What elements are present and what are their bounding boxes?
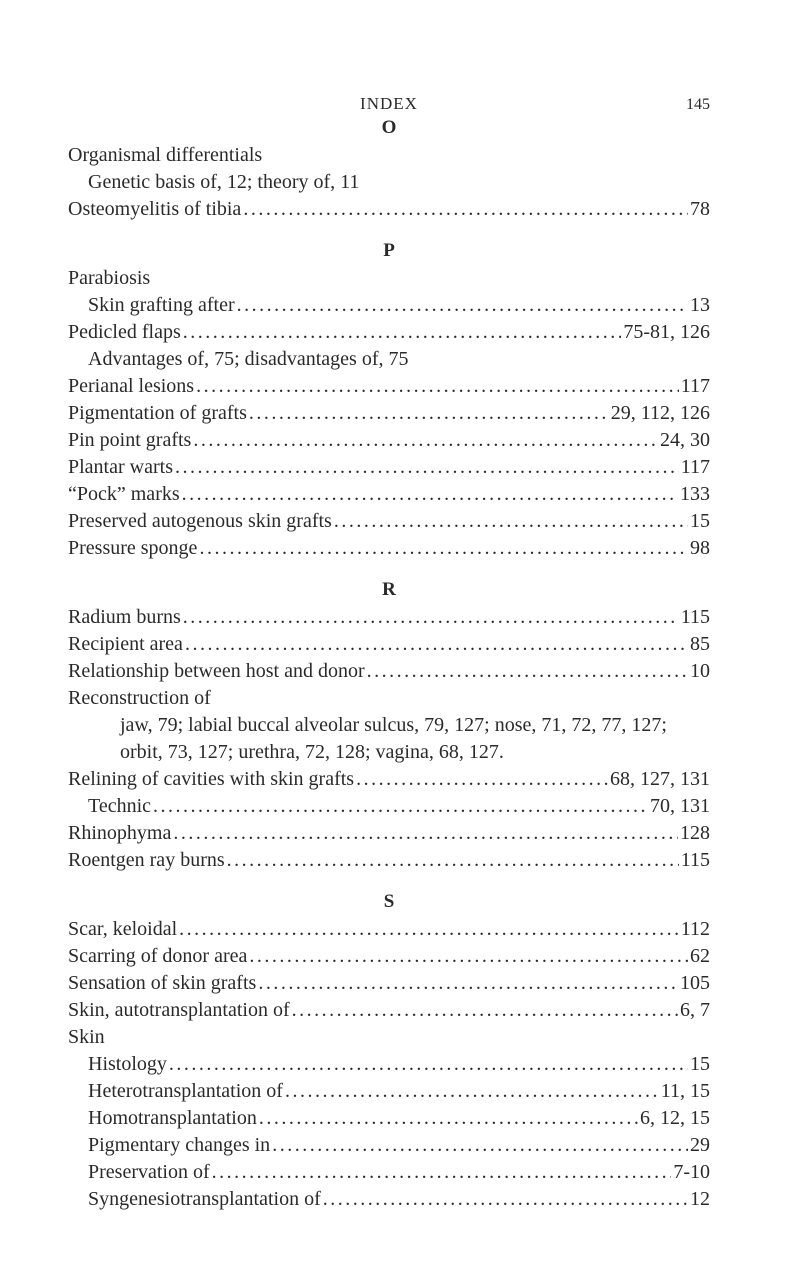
entry-term: Scar, keloidal [68,918,178,940]
index-entry [68,685,710,712]
dot-leader [334,508,688,535]
entry-term: Recipient area [68,633,183,655]
page-title: INDEX [360,94,418,113]
entry-term: Radium burns [68,606,181,628]
entry-term: Homotransplantation [88,1107,257,1129]
entry-term: Pigmentation of grafts [68,402,247,424]
entry-page-refs: 75-81, 126 [623,321,710,343]
dot-leader [285,1078,659,1105]
dot-leader [193,427,658,454]
entry-term: Pin point grafts [68,429,192,451]
entry-page-refs: 6, 12, 15 [640,1107,710,1129]
dot-leader [183,604,679,631]
entry-page-refs: 7-10 [673,1161,710,1183]
index-page [68,88,710,1227]
entry-term: Plantar warts [68,456,173,478]
entry-term: Technic [88,795,152,817]
entry-page-refs: 112 [680,918,710,940]
entry-term: Pigmentary changes in [88,1134,271,1156]
index-entry [68,454,710,481]
entry-page-refs: 13 [690,294,710,316]
section-letter: R [382,579,396,600]
entry-page-refs: 117 [680,456,710,478]
index-entry [68,658,710,685]
entry-term: Genetic basis of, 12; theory of, 11 [88,171,360,193]
index-subentry [68,1159,710,1186]
dot-leader [292,997,678,1024]
index-entry [68,916,710,943]
index-entry [68,400,710,427]
index-entry [68,847,710,874]
index-entry [68,481,710,508]
entry-page-refs: 78 [690,198,710,220]
entry-page-refs: 115 [680,606,710,628]
entry-term: Pressure sponge [68,537,198,559]
entry-term: Rhinophyma [68,822,172,844]
entry-page-refs: 62 [690,945,710,967]
index-entry [68,142,710,169]
index-entry [68,766,710,793]
entry-page-refs: 29, 112, 126 [610,402,710,424]
index-entry [68,427,710,454]
index-entry [68,373,710,400]
entry-page-refs: 68, 127, 131 [610,768,710,790]
index-sections [68,114,710,1213]
entry-page-refs: 11, 15 [660,1080,710,1102]
dot-leader [182,481,678,508]
entry-page-refs: 117 [680,375,710,397]
dot-leader [249,400,609,427]
entry-term: Reconstruction of [68,687,211,709]
entry-page-refs: 70, 131 [650,795,710,817]
section-letter: S [383,891,395,912]
entry-term: Preserved autogenous skin grafts [68,510,332,532]
page-number: 145 [686,96,710,113]
dot-leader [227,847,679,874]
dot-leader [323,1186,688,1213]
entry-term: “Pock” marks [68,483,180,505]
entry-term: Scarring of donor area [68,945,248,967]
dot-leader [237,292,688,319]
dot-leader [183,319,622,346]
entry-term: Sensation of skin grafts [68,972,257,994]
dot-leader [173,820,678,847]
index-entry [68,196,710,223]
index-entry [68,997,710,1024]
entry-term: Perianal lesions [68,375,195,397]
index-section [68,576,710,874]
index-subentry [68,1051,710,1078]
index-entry [68,1024,710,1051]
entry-term: Roentgen ray burns [68,849,225,871]
dot-leader [153,793,648,820]
index-subentry [68,1186,710,1213]
index-section [68,237,710,562]
dot-leader [243,196,688,223]
dot-leader [199,535,688,562]
dot-leader [175,454,679,481]
entry-page-refs: 6, 7 [680,999,710,1021]
entry-term: Syngenesiotransplantation of [88,1188,321,1210]
entry-term: Skin [68,1026,105,1048]
entry-page-refs: 29 [690,1134,710,1156]
entry-term: Heterotransplantation of [88,1080,283,1102]
dot-leader [259,1105,638,1132]
entry-term: Skin, autotransplantation of [68,999,290,1021]
entry-page-refs: 24, 30 [660,429,710,451]
index-entry [68,265,710,292]
index-entry [68,508,710,535]
index-section [68,888,710,1213]
entry-page-refs: 128 [680,822,710,844]
entry-page-refs: 105 [680,972,710,994]
entry-page-refs: 10 [690,660,710,682]
index-entry [68,631,710,658]
entry-term: Histology [88,1053,167,1075]
entry-page-refs: 98 [690,537,710,559]
index-subentry [68,346,710,373]
entry-page-refs: 85 [690,633,710,655]
index-entry [68,535,710,562]
dot-leader [179,916,679,943]
entry-term: Pedicled flaps [68,321,181,343]
index-entry [68,319,710,346]
dot-leader [356,766,608,793]
entry-page-refs: 15 [690,510,710,532]
dot-leader [249,943,688,970]
dot-leader [367,658,688,685]
dot-leader [169,1051,688,1078]
dot-leader [258,970,678,997]
dot-leader [212,1159,672,1186]
dot-leader [272,1132,688,1159]
entry-page-refs: 15 [690,1053,710,1075]
entry-term: Osteomyelitis of tibia [68,198,242,220]
index-section [68,114,710,223]
dot-leader [196,373,679,400]
entry-term: Organismal differentials [68,144,263,166]
entry-term: Parabiosis [68,267,151,289]
index-entry [68,970,710,997]
index-subentry [68,292,710,319]
entry-term: Skin grafting after [88,294,235,316]
index-entry [68,943,710,970]
entry-page-refs: 12 [690,1188,710,1210]
page-header [68,88,710,114]
index-subentry-wrapped: jaw, 79; labial buccal alveolar sulcus, 79, 127; nose, 71, 72, 77, 127; orbit, 73, 127; urethra, 72, 128; vagina, 68, 127. [120,714,667,763]
index-subentry [68,1132,710,1159]
index-entry [68,604,710,631]
index-subentry [68,793,710,820]
section-letter: P [383,240,395,261]
index-entry [68,820,710,847]
entry-term: Relining of cavities with skin grafts [68,768,355,790]
index-subentry [68,1078,710,1105]
dot-leader [185,631,688,658]
entry-term: Advantages of, 75; disadvantages of, 75 [88,348,409,370]
index-subentry [68,1105,710,1132]
entry-term: Relationship between host and donor [68,660,365,682]
entry-term: Preservation of [88,1161,210,1183]
section-letter: O [381,117,397,138]
entry-page-refs: 133 [680,483,710,505]
index-subentry [68,169,710,196]
entry-page-refs: 115 [680,849,710,871]
